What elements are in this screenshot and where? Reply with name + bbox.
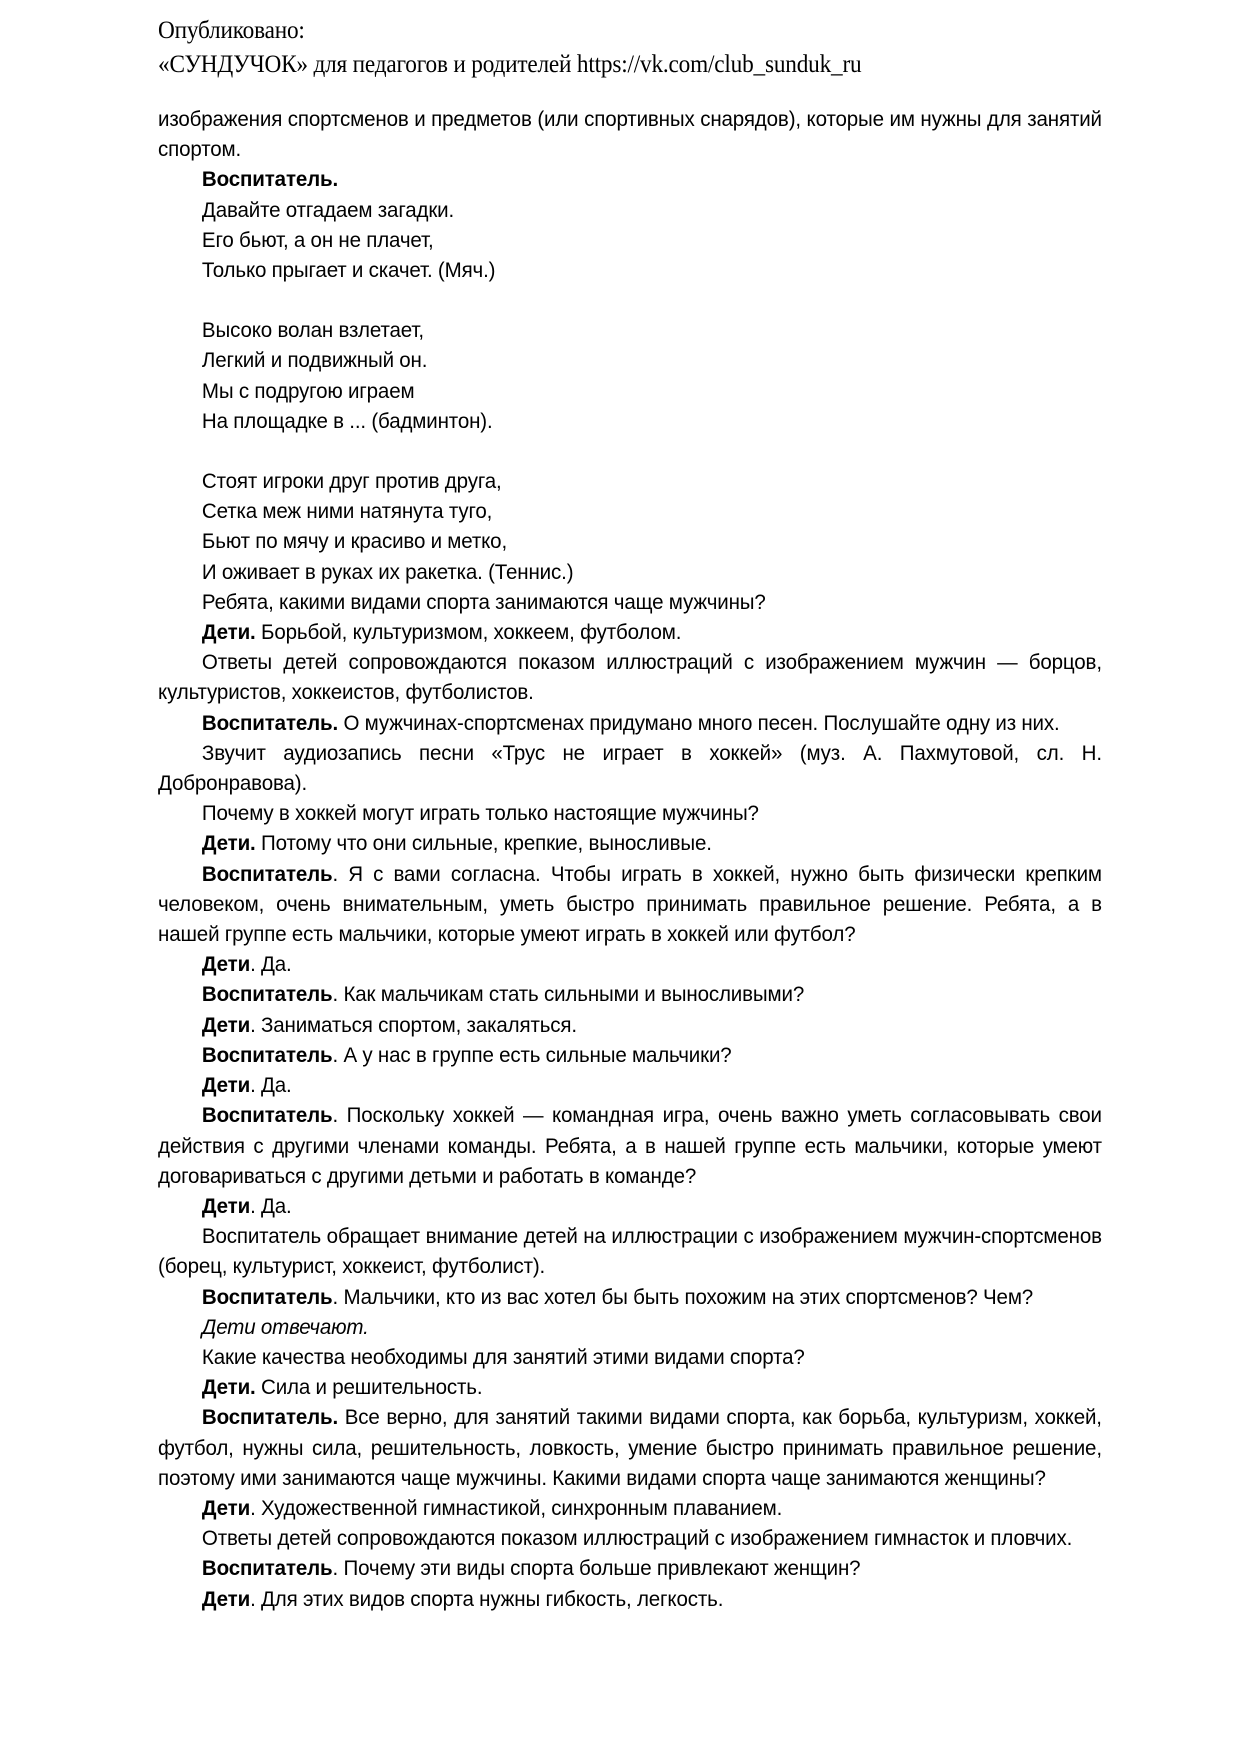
paragraph-children-answer-8 bbox=[158, 1493, 1102, 1523]
riddle-2-line-3-text: Мы с подругою играем bbox=[201, 378, 415, 403]
teacher-songs-text: О мужчинах-спортсменах придумано много песен. Послушайте одну из них. bbox=[338, 710, 1060, 735]
children-answer-5-text: . Да. bbox=[250, 1073, 292, 1098]
publisher-header-line-2: «СУНДУЧОК» для педагогов и родителей https://vk.com/club_sunduk_ru bbox=[158, 51, 862, 78]
teacher-summary-text: Все верно, для занятий такими видами спорта, как борьба, культуризм, хоккей, футбол, нужны сила, решительность, ловкость, умение быстро принимать правильное решение, поэтому ими занимаются чаще мужчины. Какими видами спорта чаще занимаются женщины? bbox=[158, 1405, 1102, 1490]
publisher-header bbox=[158, 14, 1088, 82]
teacher-teamwork-text: . Поскольку хоккей — командная игра, очень важно уметь согласовывать свои действия с другими членами команды. Ребята, а в нашей группе есть мальчики, которые умеют договариваться с другими детьми и работать в команде? bbox=[158, 1103, 1102, 1188]
paragraph-audio-recording bbox=[158, 738, 1102, 798]
children-answer-1-text: Борьбой, культуризмом, хоккеем, футболом. bbox=[255, 620, 682, 645]
riddle-2-line-1 bbox=[158, 315, 1102, 345]
paragraph-teacher-resemble bbox=[158, 1282, 1102, 1312]
riddle-2-line-1-text: Высоко волан взлетает, bbox=[201, 318, 424, 343]
document-body bbox=[158, 104, 1102, 1614]
speaker-label-teacher-teamwork: Воспитатель bbox=[201, 1103, 333, 1128]
paragraph-children-answer-4 bbox=[158, 1010, 1102, 1040]
speaker-label-teacher-women: Воспитатель bbox=[201, 1556, 333, 1581]
speaker-label-children-5: Дети bbox=[201, 1073, 251, 1098]
paragraph-children-answer-6 bbox=[158, 1191, 1102, 1221]
riddle-1-line-2-text: Только прыгает и скачет. (Мяч.) bbox=[201, 258, 496, 283]
paragraph-children-answer-9 bbox=[158, 1584, 1102, 1614]
riddle-2-line-4-text: На площадке в ... (бадминтон). bbox=[201, 408, 493, 433]
stage-direction-2-text: Воспитатель обращает внимание детей на иллюстрации с изображением мужчин-спортсменов (борец, культурист, хоккеист, футболист). bbox=[158, 1224, 1102, 1279]
paragraph-teacher-women-sports bbox=[158, 1553, 1102, 1583]
paragraph-question-real-men bbox=[158, 798, 1102, 828]
teacher-agree-text: . Я с вами согласна. Чтобы играть в хоккей, нужно быть физически крепким человеком, очень внимательным, уметь быстро принимать правильное решение. Ребята, а в нашей группе есть мальчики, которые умеют играть в хоккей или футбол? bbox=[158, 861, 1102, 947]
paragraph-question-qualities bbox=[158, 1342, 1102, 1372]
riddle-spacer-2 bbox=[158, 436, 1102, 466]
publisher-header-line-1: Опубликовано: bbox=[158, 17, 305, 44]
children-answer-4-text: . Заниматься спортом, закаляться. bbox=[250, 1012, 577, 1037]
teacher-women-sports-text: . Почему эти виды спорта больше привлекают женщин? bbox=[332, 1556, 861, 1581]
stage-direction-3-text: Ответы детей сопровождаются показом иллюстраций с изображением гимнасток и пловчих. bbox=[201, 1526, 1073, 1551]
speaker-label-teacher-agree: Воспитатель bbox=[201, 861, 333, 886]
speaker-label-teacher-group: Воспитатель bbox=[201, 1042, 333, 1067]
teacher-resemble-text: . Мальчики, кто из вас хотел бы быть похожим на этих спортсменов? Чем? bbox=[332, 1284, 1034, 1309]
riddle-1-line-2 bbox=[158, 255, 1102, 285]
paragraph-teacher-group-strong bbox=[158, 1040, 1102, 1070]
speaker-label-children-9: Дети bbox=[201, 1586, 251, 1611]
riddle-2-line-2 bbox=[158, 345, 1102, 375]
speaker-label-children-6: Дети bbox=[201, 1193, 251, 1218]
speaker-label-teacher-strong: Воспитатель bbox=[201, 982, 333, 1007]
paragraph-children-answer-1 bbox=[158, 617, 1102, 647]
paragraph-stage-direction-1 bbox=[158, 647, 1102, 707]
speaker-label-teacher-resemble: Воспитатель bbox=[201, 1284, 333, 1309]
paragraph-riddles-intro bbox=[158, 195, 1102, 225]
question-men-sports-text: Ребята, какими видами спорта занимаются чаще мужчины? bbox=[201, 589, 766, 614]
speaker-label-children-7: Дети. bbox=[201, 1375, 256, 1400]
paragraph-children-answer-5 bbox=[158, 1070, 1102, 1100]
riddle-3-line-2-text: Сетка меж ними натянута туго, bbox=[201, 499, 493, 524]
riddle-3-line-4-text: И оживает в руках их ракетка. (Теннис.) bbox=[201, 559, 574, 584]
speaker-label-children-8: Дети bbox=[201, 1495, 251, 1520]
children-answer-9-text: . Для этих видов спорта нужны гибкость, легкость. bbox=[250, 1586, 724, 1611]
paragraph-teacher-songs bbox=[158, 708, 1102, 738]
question-qualities-text: Какие качества необходимы для занятий этими видами спорта? bbox=[201, 1344, 805, 1369]
riddles-intro-text: Давайте отгадаем загадки. bbox=[201, 197, 455, 222]
paragraph-intro-text: изображения спортсменов и предметов (или спортивных снарядов), которые им нужны для занятий спортом. bbox=[158, 107, 1102, 162]
audio-recording-text: Звучит аудиозапись песни «Трус не играет в хоккей» (муз. А. Пахмутовой, сл. Н. Добронравова). bbox=[158, 740, 1102, 796]
riddle-3-line-1 bbox=[158, 466, 1102, 496]
teacher-strong-text: . Как мальчикам стать сильными и выносливыми? bbox=[332, 982, 805, 1007]
paragraph-intro bbox=[158, 104, 1102, 164]
paragraph-stage-direction-2 bbox=[158, 1221, 1102, 1281]
riddle-3-line-3-text: Бьют по мячу и красиво и метко, bbox=[201, 529, 508, 554]
question-real-men-text: Почему в хоккей могут играть только настоящие мужчины? bbox=[201, 801, 759, 826]
children-answer-7-text: Сила и решительность. bbox=[255, 1375, 483, 1400]
speaker-label-teacher-songs: Воспитатель. bbox=[201, 710, 339, 735]
riddle-2-line-4 bbox=[158, 406, 1102, 436]
paragraph-children-answer-3 bbox=[158, 949, 1102, 979]
paragraph-question-men-sports bbox=[158, 587, 1102, 617]
riddle-3-line-2 bbox=[158, 496, 1102, 526]
speaker-label-teacher: Воспитатель. bbox=[201, 167, 339, 192]
paragraph-speaker-teacher-1 bbox=[158, 164, 1102, 194]
paragraph-stage-direction-3 bbox=[158, 1523, 1102, 1553]
riddle-2-line-3 bbox=[158, 376, 1102, 406]
stage-direction-1-text: Ответы детей сопровождаются показом иллюстраций с изображением мужчин — борцов, культуристов, хоккеистов, футболистов. bbox=[158, 650, 1102, 705]
children-answer-3-text: . Да. bbox=[250, 952, 292, 977]
riddle-3-line-3 bbox=[158, 526, 1102, 556]
paragraph-teacher-agree bbox=[158, 859, 1102, 950]
children-answer-6-text: . Да. bbox=[250, 1193, 292, 1218]
paragraph-teacher-summary bbox=[158, 1402, 1102, 1493]
stage-direction-children-reply-text: Дети отвечают. bbox=[201, 1314, 369, 1339]
riddle-spacer-1 bbox=[158, 285, 1102, 315]
speaker-label-children: Дети. bbox=[201, 620, 256, 645]
children-answer-2-text: Потому что они сильные, крепкие, выносливые. bbox=[255, 831, 712, 856]
riddle-1-line-1 bbox=[158, 225, 1102, 255]
speaker-label-children-4: Дети bbox=[201, 1012, 251, 1037]
riddle-3-line-4 bbox=[158, 557, 1102, 587]
riddle-1-line-1-text: Его бьют, а он не плачет, bbox=[201, 227, 434, 252]
paragraph-stage-direction-children-reply bbox=[158, 1312, 1102, 1342]
paragraph-teacher-strong bbox=[158, 979, 1102, 1009]
riddle-3-line-1-text: Стоят игроки друг против друга, bbox=[201, 469, 502, 494]
paragraph-children-answer-7 bbox=[158, 1372, 1102, 1402]
paragraph-teacher-teamwork bbox=[158, 1100, 1102, 1191]
paragraph-children-answer-2 bbox=[158, 828, 1102, 858]
riddle-2-line-2-text: Легкий и подвижный он. bbox=[201, 348, 428, 373]
speaker-label-children-2: Дети. bbox=[201, 831, 256, 856]
speaker-label-children-3: Дети bbox=[201, 952, 251, 977]
speaker-label-teacher-summary: Воспитатель. bbox=[201, 1405, 339, 1430]
teacher-group-strong-text: . А у нас в группе есть сильные мальчики? bbox=[332, 1042, 732, 1067]
children-answer-8-text: . Художественной гимнастикой, синхронным плаванием. bbox=[250, 1495, 783, 1520]
